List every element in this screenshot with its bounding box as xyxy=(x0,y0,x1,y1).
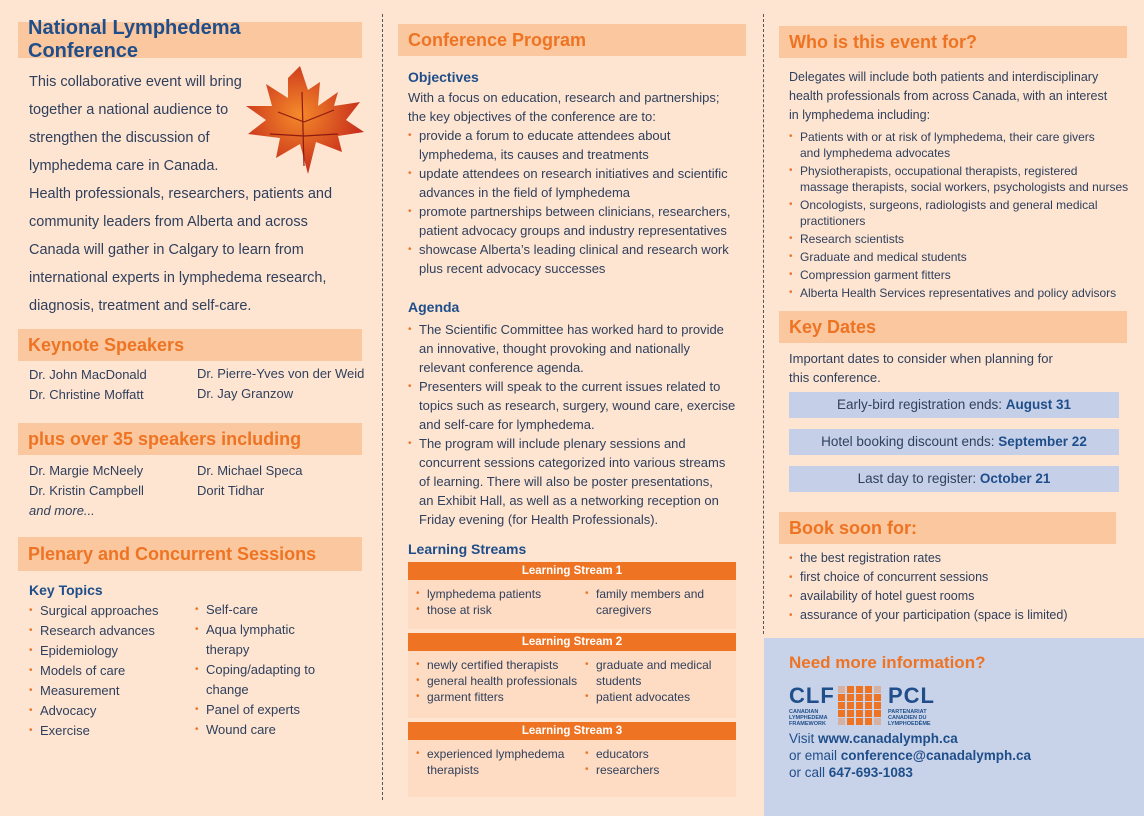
stream-audience-item: • graduate and medical students xyxy=(585,657,730,689)
dates-intro xyxy=(789,349,1129,387)
clf-logo xyxy=(789,683,835,727)
dates-intro-line: Important dates to consider when planning for xyxy=(789,351,1053,366)
topics-list-2 xyxy=(195,600,325,740)
stream-audience-item: • newly certified therapists xyxy=(416,657,581,673)
key-topics-label: Key Topics xyxy=(29,582,103,598)
topic-item: • Measurement xyxy=(29,681,189,701)
agenda-item-line: • Presenters will speak to the current issues related to xyxy=(419,379,721,394)
stream-audience-item: • family members and caregivers xyxy=(585,586,730,618)
pcl-logo-subtext xyxy=(888,709,935,727)
stream-audience-item: • garment fitters xyxy=(416,689,581,705)
objectives-intro-line: With a focus on education, research and partnerships; xyxy=(408,90,720,105)
and-more-text: and more... xyxy=(29,503,95,518)
logo-dot xyxy=(856,686,863,693)
logo-dot xyxy=(847,718,854,725)
pcl-logo-subline: PARTENARIAT xyxy=(888,709,927,715)
objective-item-line: lymphedema, its causes and treatments xyxy=(419,147,649,162)
intro-line: This collaborative event will bring xyxy=(29,74,242,90)
book-soon-item: • first choice of concurrent sessions xyxy=(789,568,1129,587)
audience-item-line: practitioners xyxy=(800,214,866,228)
audience-item-line: • Graduate and medical students xyxy=(800,250,967,264)
logo-dot xyxy=(838,702,845,709)
agenda-section xyxy=(408,320,743,529)
book-soon-item: • availability of hotel guest rooms xyxy=(789,587,1129,606)
keynote-speaker: Dr. Christine Moffatt xyxy=(29,387,144,402)
keynote-header: Keynote Speakers xyxy=(18,329,362,361)
audience-item-line: • Oncologists, surgeons, radiologists and general medical xyxy=(800,198,1098,212)
objective-item xyxy=(408,164,743,202)
stream-audience-item: • general health professionals xyxy=(416,673,581,689)
logo-dot xyxy=(865,694,872,701)
keynote-list-1 xyxy=(29,365,147,405)
audience-item xyxy=(789,285,1129,301)
speaker-name: Dr. Margie McNeely xyxy=(29,463,144,478)
agenda-item-line: and self-care for lymphedema. xyxy=(419,417,595,432)
clf-logo-text: CLF xyxy=(789,683,835,708)
topic-item: • Models of care xyxy=(29,661,189,681)
stream-audience-item: • researchers xyxy=(585,762,730,778)
key-date-value: September 22 xyxy=(998,434,1087,449)
objective-item-line: • provide a forum to educate attendees about xyxy=(419,128,671,143)
audience-item-line: • Research scientists xyxy=(800,232,905,246)
logo-dot xyxy=(865,686,872,693)
logo-dot xyxy=(838,718,845,725)
book-soon-item: • the best registration rates xyxy=(789,549,1129,568)
logo-dot xyxy=(874,710,881,717)
info-header: Need more information? xyxy=(789,653,986,672)
phone-number[interactable]: 647-693-1083 xyxy=(828,765,913,780)
logo-dot xyxy=(856,694,863,701)
logo-dot xyxy=(865,710,872,717)
clf-logo-subline: LYMPHEDEMA xyxy=(789,715,828,721)
intro-line: international experts in lymphedema research, xyxy=(29,270,327,286)
objective-item-line: plus recent advocacy successes xyxy=(419,261,606,276)
audience-item-line: massage therapists, social workers, psychologists and nurses xyxy=(800,180,1129,194)
agenda-item-line: an Exhibit Hall, as well as a networking reception on xyxy=(419,493,719,508)
agenda-item-line: • The Scientific Committee has worked hard to provide xyxy=(419,322,724,337)
keynote-speaker: Dr. Pierre-Yves von der Weid xyxy=(197,366,365,381)
plus-speakers-header: plus over 35 speakers including xyxy=(18,423,362,455)
keynote-list-2 xyxy=(197,364,364,404)
topics-list-1 xyxy=(29,601,189,741)
intro-line: together a national audience to xyxy=(29,102,229,118)
speakers-list-2 xyxy=(197,461,303,501)
pcl-logo-subline: CANADIEN DU xyxy=(888,715,927,721)
dates-intro-line: this conference. xyxy=(789,370,881,385)
stream-audience-col-1 xyxy=(416,657,581,705)
objectives-intro-line: the key objectives of the conference are to: xyxy=(408,109,656,124)
plenary-header: Plenary and Concurrent Sessions xyxy=(18,537,362,571)
key-date-value: August 31 xyxy=(1005,397,1072,412)
clf-logo-subline: CANADIAN xyxy=(789,709,819,715)
logo-dot xyxy=(847,710,854,717)
topic-item: • Surgical approaches xyxy=(29,601,189,621)
clf-logo-subtext xyxy=(789,709,835,727)
intro-paragraph xyxy=(29,68,359,320)
key-date-2 xyxy=(789,429,1119,455)
email-link[interactable]: conference@canadalymph.ca xyxy=(840,748,1032,763)
contact-info xyxy=(789,730,1031,781)
objective-item-line: • update attendees on research initiatives and scientific xyxy=(419,166,728,181)
logo-dot xyxy=(874,694,881,701)
topic-item: • Epidemiology xyxy=(29,641,189,661)
logo-dot xyxy=(838,694,845,701)
objective-item-line: • promote partnerships between clinicians, researchers, xyxy=(419,204,731,219)
learning-stream-1-body xyxy=(408,580,736,629)
agenda-item-line: an innovative, thought provoking and nationally xyxy=(419,341,691,356)
logo-dot xyxy=(847,702,854,709)
learning-stream-1-title: Learning Stream 1 xyxy=(408,562,736,580)
book-soon-header: Book soon for: xyxy=(779,512,1116,544)
intro-line: diagnosis, treatment and self-care. xyxy=(29,298,252,314)
audience-item-line: • Patients with or at risk of lymphedema, their care givers xyxy=(800,130,1095,144)
key-date-label: Hotel booking discount ends: xyxy=(821,434,999,449)
audience-item-line: and lymphedema advocates xyxy=(800,146,951,160)
website-link[interactable]: www.canadalymph.ca xyxy=(818,731,958,746)
stream-audience-item: • lymphedema patients xyxy=(416,586,581,602)
speakers-list-1 xyxy=(29,461,144,501)
pcl-logo xyxy=(888,683,935,727)
who-intro-line: in lymphedema including: xyxy=(789,108,931,122)
book-soon-list xyxy=(789,549,1129,625)
agenda-item-line: relevant conference agenda. xyxy=(419,360,584,375)
learning-stream-3-title: Learning Stream 3 xyxy=(408,722,736,740)
logo-dot xyxy=(874,718,881,725)
audience-item xyxy=(789,231,1129,247)
keynote-speaker: Dr. John MacDonald xyxy=(29,367,147,382)
objectives-section xyxy=(408,88,743,278)
topic-item: • Wound care xyxy=(195,720,325,740)
topic-item: • Research advances xyxy=(29,621,189,641)
logo-dot xyxy=(838,686,845,693)
key-date-1 xyxy=(789,392,1119,418)
pcl-logo-text: PCL xyxy=(888,683,935,708)
agenda-item-line: • The program will include plenary sessions and xyxy=(419,436,686,451)
key-date-value: October 21 xyxy=(979,471,1051,486)
topic-item: • Exercise xyxy=(29,721,189,741)
objective-item-line: • showcase Alberta’s leading clinical and research work xyxy=(419,242,729,257)
pcl-logo-subline: LYMPHOEDÈME xyxy=(888,721,931,727)
logo-dot xyxy=(856,710,863,717)
key-date-label: Last day to register: xyxy=(857,471,980,486)
agenda-item-line: concurrent sessions categorized into various streams xyxy=(419,455,726,470)
audience-item xyxy=(789,163,1129,195)
topic-item: • Self-care xyxy=(195,600,325,620)
intro-line: community leaders from Alberta and across xyxy=(29,214,308,230)
key-date-label: Early-bird registration ends: xyxy=(836,397,1006,412)
conference-title: National Lymphedema Conference xyxy=(18,22,362,58)
intro-line: Canada will gather in Calgary to learn from xyxy=(29,242,304,258)
email-label: or email xyxy=(789,748,841,763)
key-date-3 xyxy=(789,466,1119,492)
key-dates-header: Key Dates xyxy=(779,311,1127,343)
stream-audience-item: • patient advocates xyxy=(585,689,730,705)
audience-item xyxy=(789,267,1129,283)
logo-dot xyxy=(838,710,845,717)
stream-audience-col-2 xyxy=(585,586,730,618)
program-header: Conference Program xyxy=(398,24,746,56)
logo-dot xyxy=(874,686,881,693)
clf-logo-subline: FRAMEWORK xyxy=(789,721,826,727)
audience-item-line: • Alberta Health Services representatives and policy advisors xyxy=(800,286,1117,300)
agenda-item-line: of learning. There will also be poster presentations, xyxy=(419,474,713,489)
logo-dot xyxy=(847,694,854,701)
logo-dot xyxy=(865,702,872,709)
who-intro-line: health professionals from across Canada, with an interest xyxy=(789,89,1108,103)
keynote-speaker: Dr. Jay Granzow xyxy=(197,386,294,401)
objective-item-line: advances in the field of lymphedema xyxy=(419,185,631,200)
objective-item xyxy=(408,126,743,164)
stream-audience-col-1 xyxy=(416,746,581,778)
column-divider-2 xyxy=(763,14,764,634)
intro-line: strengthen the discussion of xyxy=(29,130,210,146)
visit-label: Visit xyxy=(789,731,819,746)
stream-audience-col-2 xyxy=(585,746,730,778)
speaker-name: Dorit Tidhar xyxy=(197,483,265,498)
intro-line: Health professionals, researchers, patients and xyxy=(29,186,333,202)
stream-audience-col-2 xyxy=(585,657,730,705)
agenda-item-line: Friday evening (for Health Professionals). xyxy=(419,512,659,527)
agenda-item xyxy=(408,434,743,529)
topic-item: • Advocacy xyxy=(29,701,189,721)
audience-item xyxy=(789,197,1129,229)
logo-dot xyxy=(865,718,872,725)
learning-stream-3-body xyxy=(408,740,736,797)
stream-audience-col-1 xyxy=(416,586,581,618)
learning-stream-2-body xyxy=(408,651,736,718)
phone-label: or call xyxy=(789,765,829,780)
speaker-name: Dr. Michael Speca xyxy=(197,463,303,478)
topic-item: • Panel of experts xyxy=(195,700,325,720)
learning-streams-label: Learning Streams xyxy=(408,541,527,557)
lymph-node-logo-icon xyxy=(838,686,882,726)
audience-item xyxy=(789,249,1129,265)
objectives-label: Objectives xyxy=(408,69,479,85)
stream-audience-item: • experienced lymphedema therapists xyxy=(416,746,581,778)
who-intro-line: Delegates will include both patients and interdisciplinary xyxy=(789,70,1099,84)
logo-dot xyxy=(856,702,863,709)
agenda-item-line: topics such as research, surgery, wound care, exercise xyxy=(419,398,736,413)
audience-item-line: • Compression garment fitters xyxy=(800,268,951,282)
intro-line: lymphedema care in Canada. xyxy=(29,158,219,174)
who-header: Who is this event for? xyxy=(779,26,1127,58)
logo-dot xyxy=(847,686,854,693)
book-soon-item: • assurance of your participation (space is limited) xyxy=(789,606,1129,625)
who-section xyxy=(789,68,1129,303)
agenda-label: Agenda xyxy=(408,299,460,315)
objective-item xyxy=(408,240,743,278)
agenda-item xyxy=(408,320,743,377)
stream-audience-item: • those at risk xyxy=(416,602,581,618)
audience-item xyxy=(789,129,1129,161)
topic-item: • Aqua lymphatic therapy xyxy=(195,620,325,660)
objective-item xyxy=(408,202,743,240)
column-divider-1 xyxy=(382,14,383,800)
audience-item-line: • Physiotherapists, occupational therapists, registered xyxy=(800,164,1078,178)
stream-audience-item: • educators xyxy=(585,746,730,762)
topic-item: • Coping/adapting to change xyxy=(195,660,325,700)
agenda-item xyxy=(408,377,743,434)
speaker-name: Dr. Kristin Campbell xyxy=(29,483,144,498)
logo-dot xyxy=(856,718,863,725)
logo-dot xyxy=(874,702,881,709)
objective-item-line: patient advocacy groups and industry representatives xyxy=(419,223,727,238)
learning-stream-2-title: Learning Stream 2 xyxy=(408,633,736,651)
